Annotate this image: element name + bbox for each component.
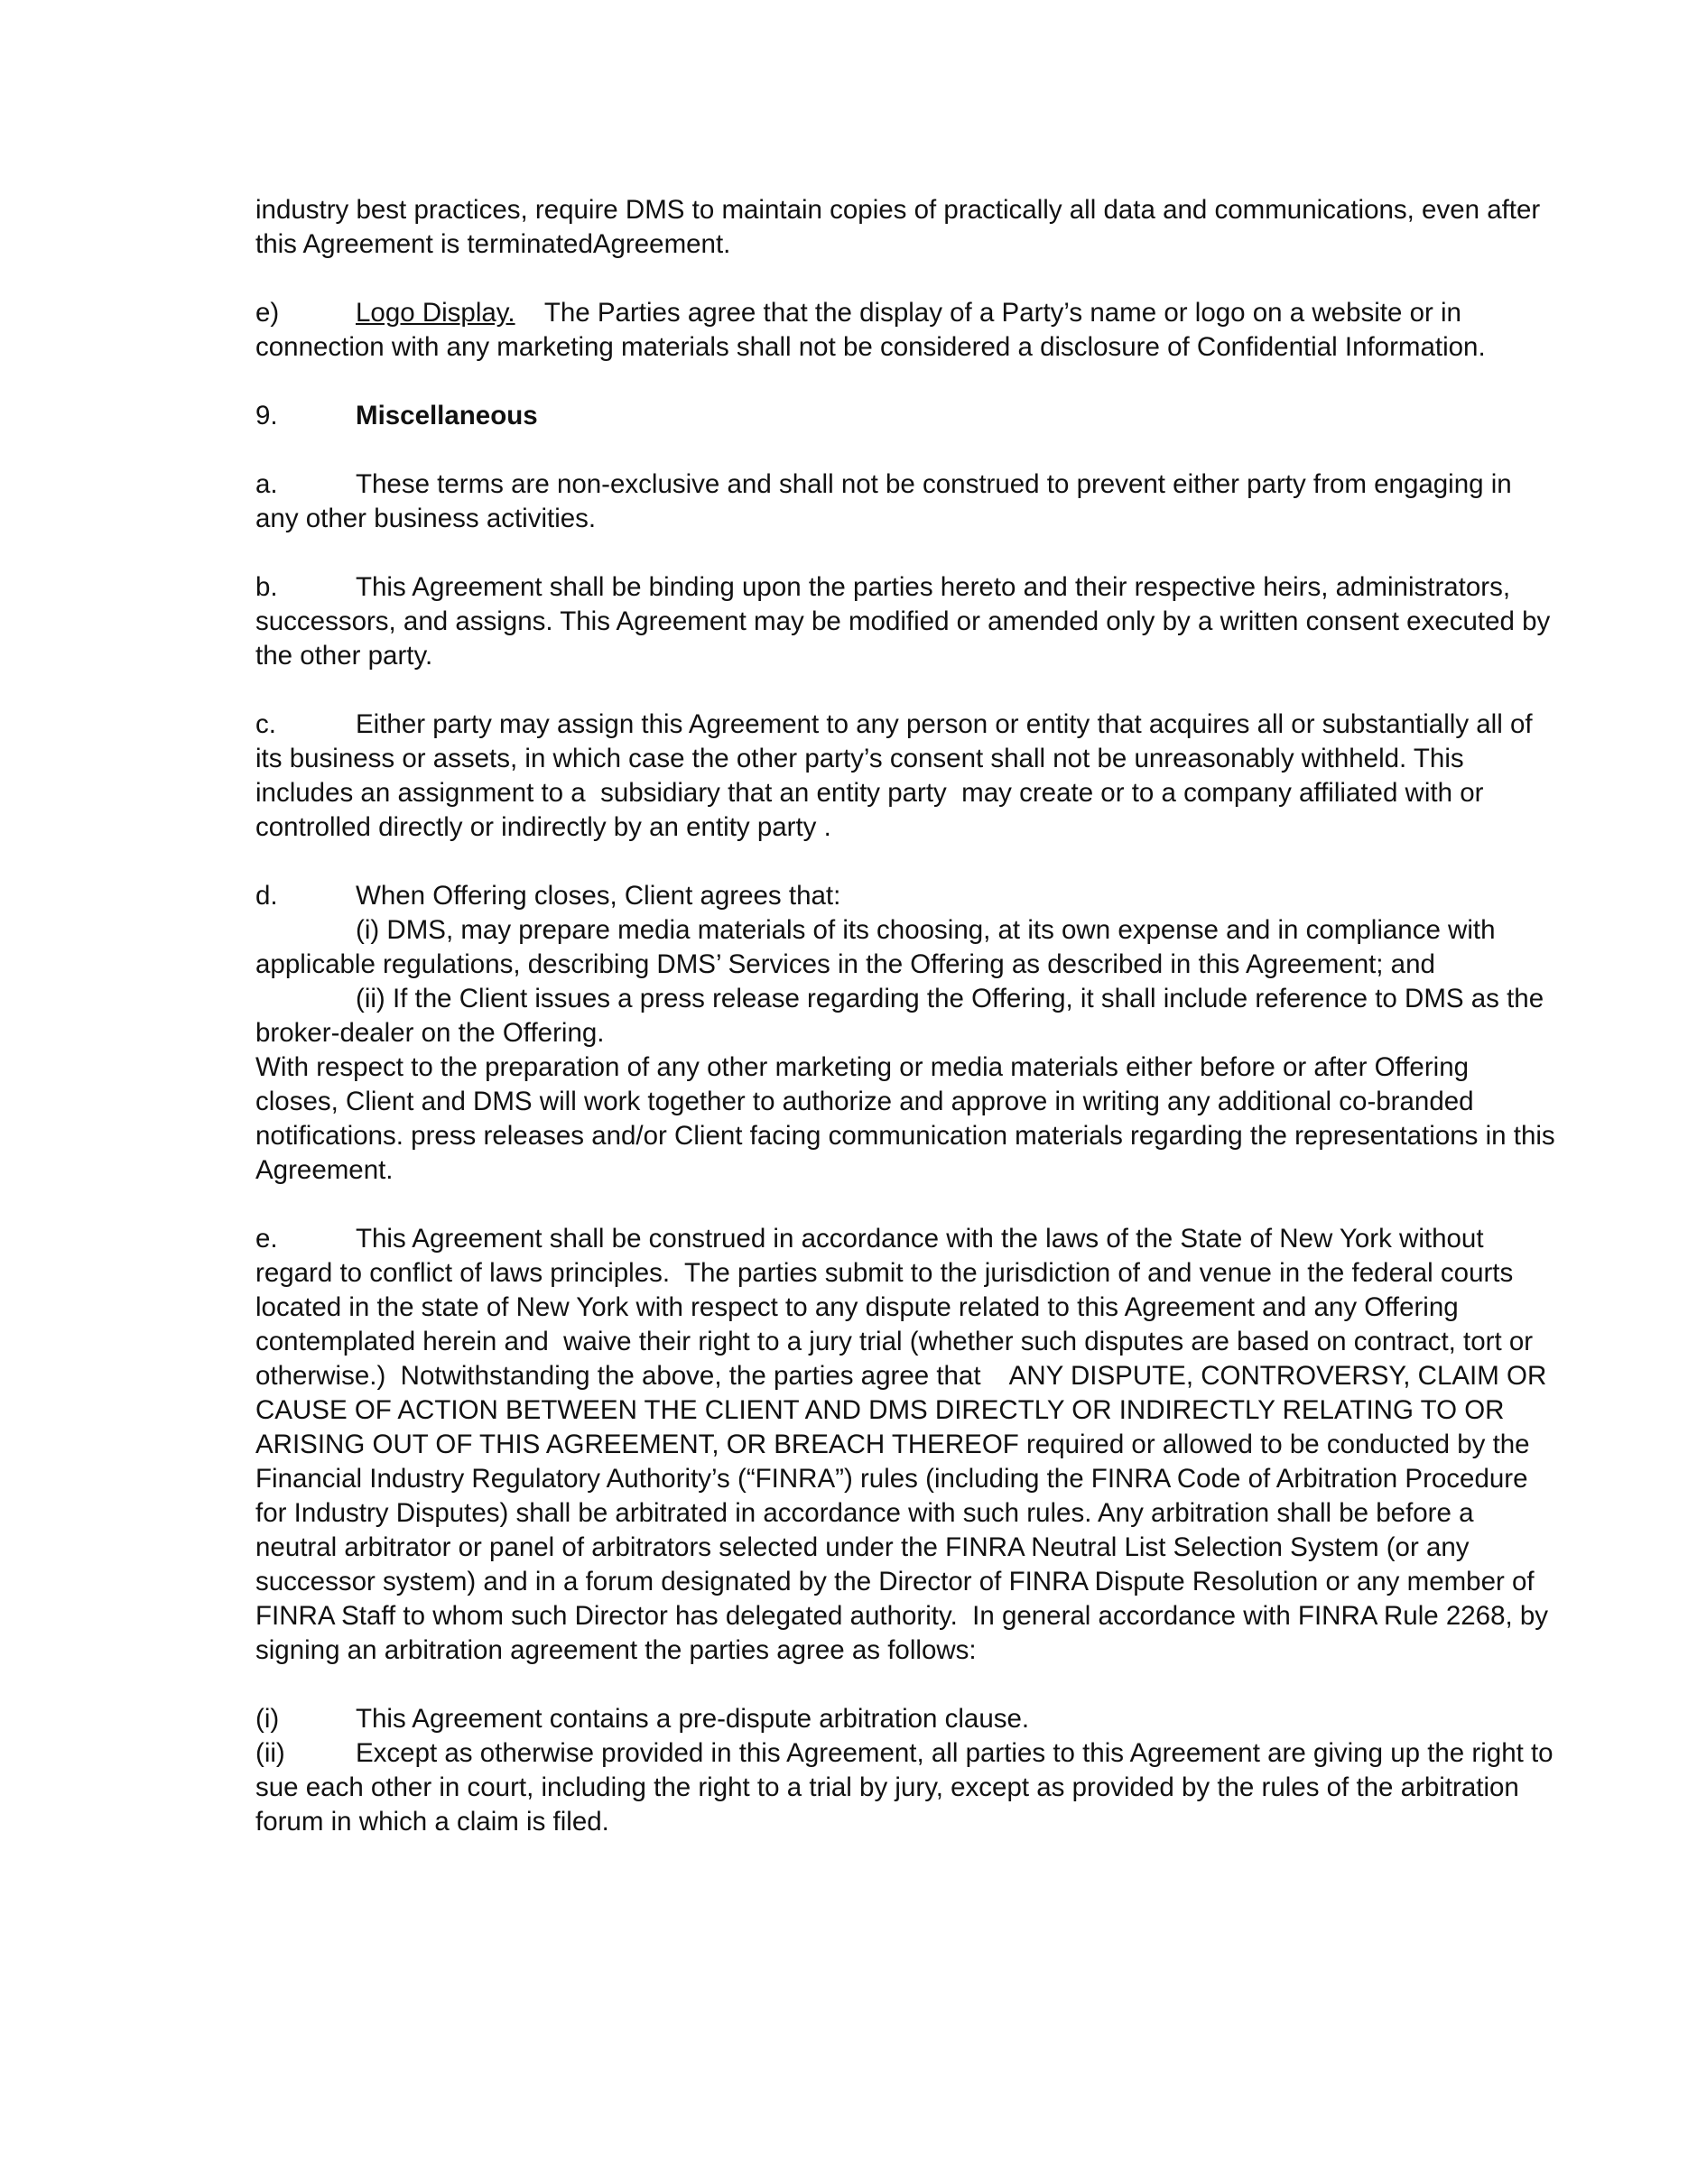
clause-b [255, 570, 1555, 673]
clause-text: This Agreement shall be binding upon the parties hereto and their respective heirs, administrators, successors, and assigns. This Agreement may be modified or amended only by a written consent executed by the other party. [255, 572, 1551, 671]
clause-text: When Offering closes, Client agrees that: [356, 881, 841, 911]
roman-item-ii [255, 1736, 1555, 1839]
clause-text: The Parties agree that the display of a Party’s name or logo on a website or in connection with any marketing materials shall not be considered a disclosure of Confidential Information. [255, 298, 1486, 362]
clause-text: These terms are non-exclusive and shall not be construed to prevent either party from engaging in any other business activities. [255, 469, 1512, 533]
continued-paragraph: industry best practices, require DMS to maintain copies of practically all data and communications, even after this Agreement is terminatedAgreement. [255, 195, 1541, 259]
clause-label: e. [255, 1224, 278, 1254]
item-label: (ii) [255, 1738, 285, 1768]
logo-display-clause [255, 296, 1555, 365]
clause-label: a. [255, 469, 278, 499]
clause-c [255, 708, 1555, 845]
item-label: (i) [255, 1704, 280, 1734]
clause-d-item-ii: (ii) If the Client issues a press release regarding the Offering, it shall include reference to DMS as the broker-dealer on the Offering. [255, 984, 1544, 1048]
clause-label: d. [255, 881, 278, 911]
section-heading [255, 399, 1555, 433]
clause-text: Either party may assign this Agreement to any person or entity that acquires all or substantially all of its business or assets, in which case the other party’s consent shall not be unreasonably withheld. This includes an assignment to a subsidiary that an entity party may create or to a company affiliated with or controlled directly or indirectly by an entity party . [255, 709, 1540, 842]
clause-label: b. [255, 572, 278, 602]
document-body [255, 193, 1555, 1839]
clause-a [255, 467, 1555, 536]
clause-d-intro [255, 879, 1555, 913]
clause-label: e) [255, 298, 280, 328]
item-text: Except as otherwise provided in this Agreement, all parties to this Agreement are giving up the right to sue each other in court, including the right to a trial by jury, except as provided by the rules of the arbitration forum in which a claim is filed. [255, 1738, 1554, 1837]
clause-text: This Agreement shall be construed in accordance with the laws of the State of New York without regard to conflict of laws principles. The parties submit to the jurisdiction of and venue in the federal courts located in the state of New York with respect to any dispute related to this Agreement and any Offering contemplated herein and waive their right to a jury trial (whether such disputes are based on contract, tort or otherwise.) Notwithstanding the above, the parties agree that ANY DISPUTE, CONTROVERSY, CLAIM OR CAUSE OF ACTION BETWEEN THE CLIENT AND DMS DIRECTLY OR INDIRECTLY RELATING TO OR ARISING OUT OF THIS AGREEMENT, OR BREACH THEREOF required or allowed to be conducted by the Financial Industry Regulatory Authority’s (“FINRA”) rules (including the FINRA Code of Arbitration Procedure for Industry Disputes) shall be arbitrated in accordance with such rules. Any arbitration shall be before a neutral arbitrator or panel of arbitrators selected under the FINRA Neutral List Selection System (or any successor system) and in a forum designated by the Director of FINRA Dispute Resolution or any member of FINRA Staff to whom such Director has delegated authority. In general accordance with FINRA Rule 2268, by signing an arbitration agreement the parties agree as follows: [255, 1224, 1556, 1665]
clause-title: Logo Display. [356, 298, 515, 328]
clause-d-item-i: (i) DMS, may prepare media materials of its choosing, at its own expense and in compliance with applicable regulations, describing DMS’ Services in the Offering as described in this Agreement; and [255, 915, 1496, 979]
clause-d-respect: With respect to the preparation of any other marketing or media materials either before or after Offering closes, Client and DMS will work together to authorize and approve in writing any additional co-branded notifications. press releases and/or Client facing communication materials regarding the representations in this Agreement. [255, 1052, 1555, 1185]
clause-e [255, 1222, 1555, 1668]
clause-d [255, 879, 1555, 1188]
clause-label: c. [255, 709, 276, 739]
section-title: Miscellaneous [356, 401, 538, 430]
item-text: This Agreement contains a pre-dispute arbitration clause. [356, 1704, 1030, 1734]
section-number: 9. [255, 401, 278, 430]
roman-item-i [255, 1702, 1555, 1736]
